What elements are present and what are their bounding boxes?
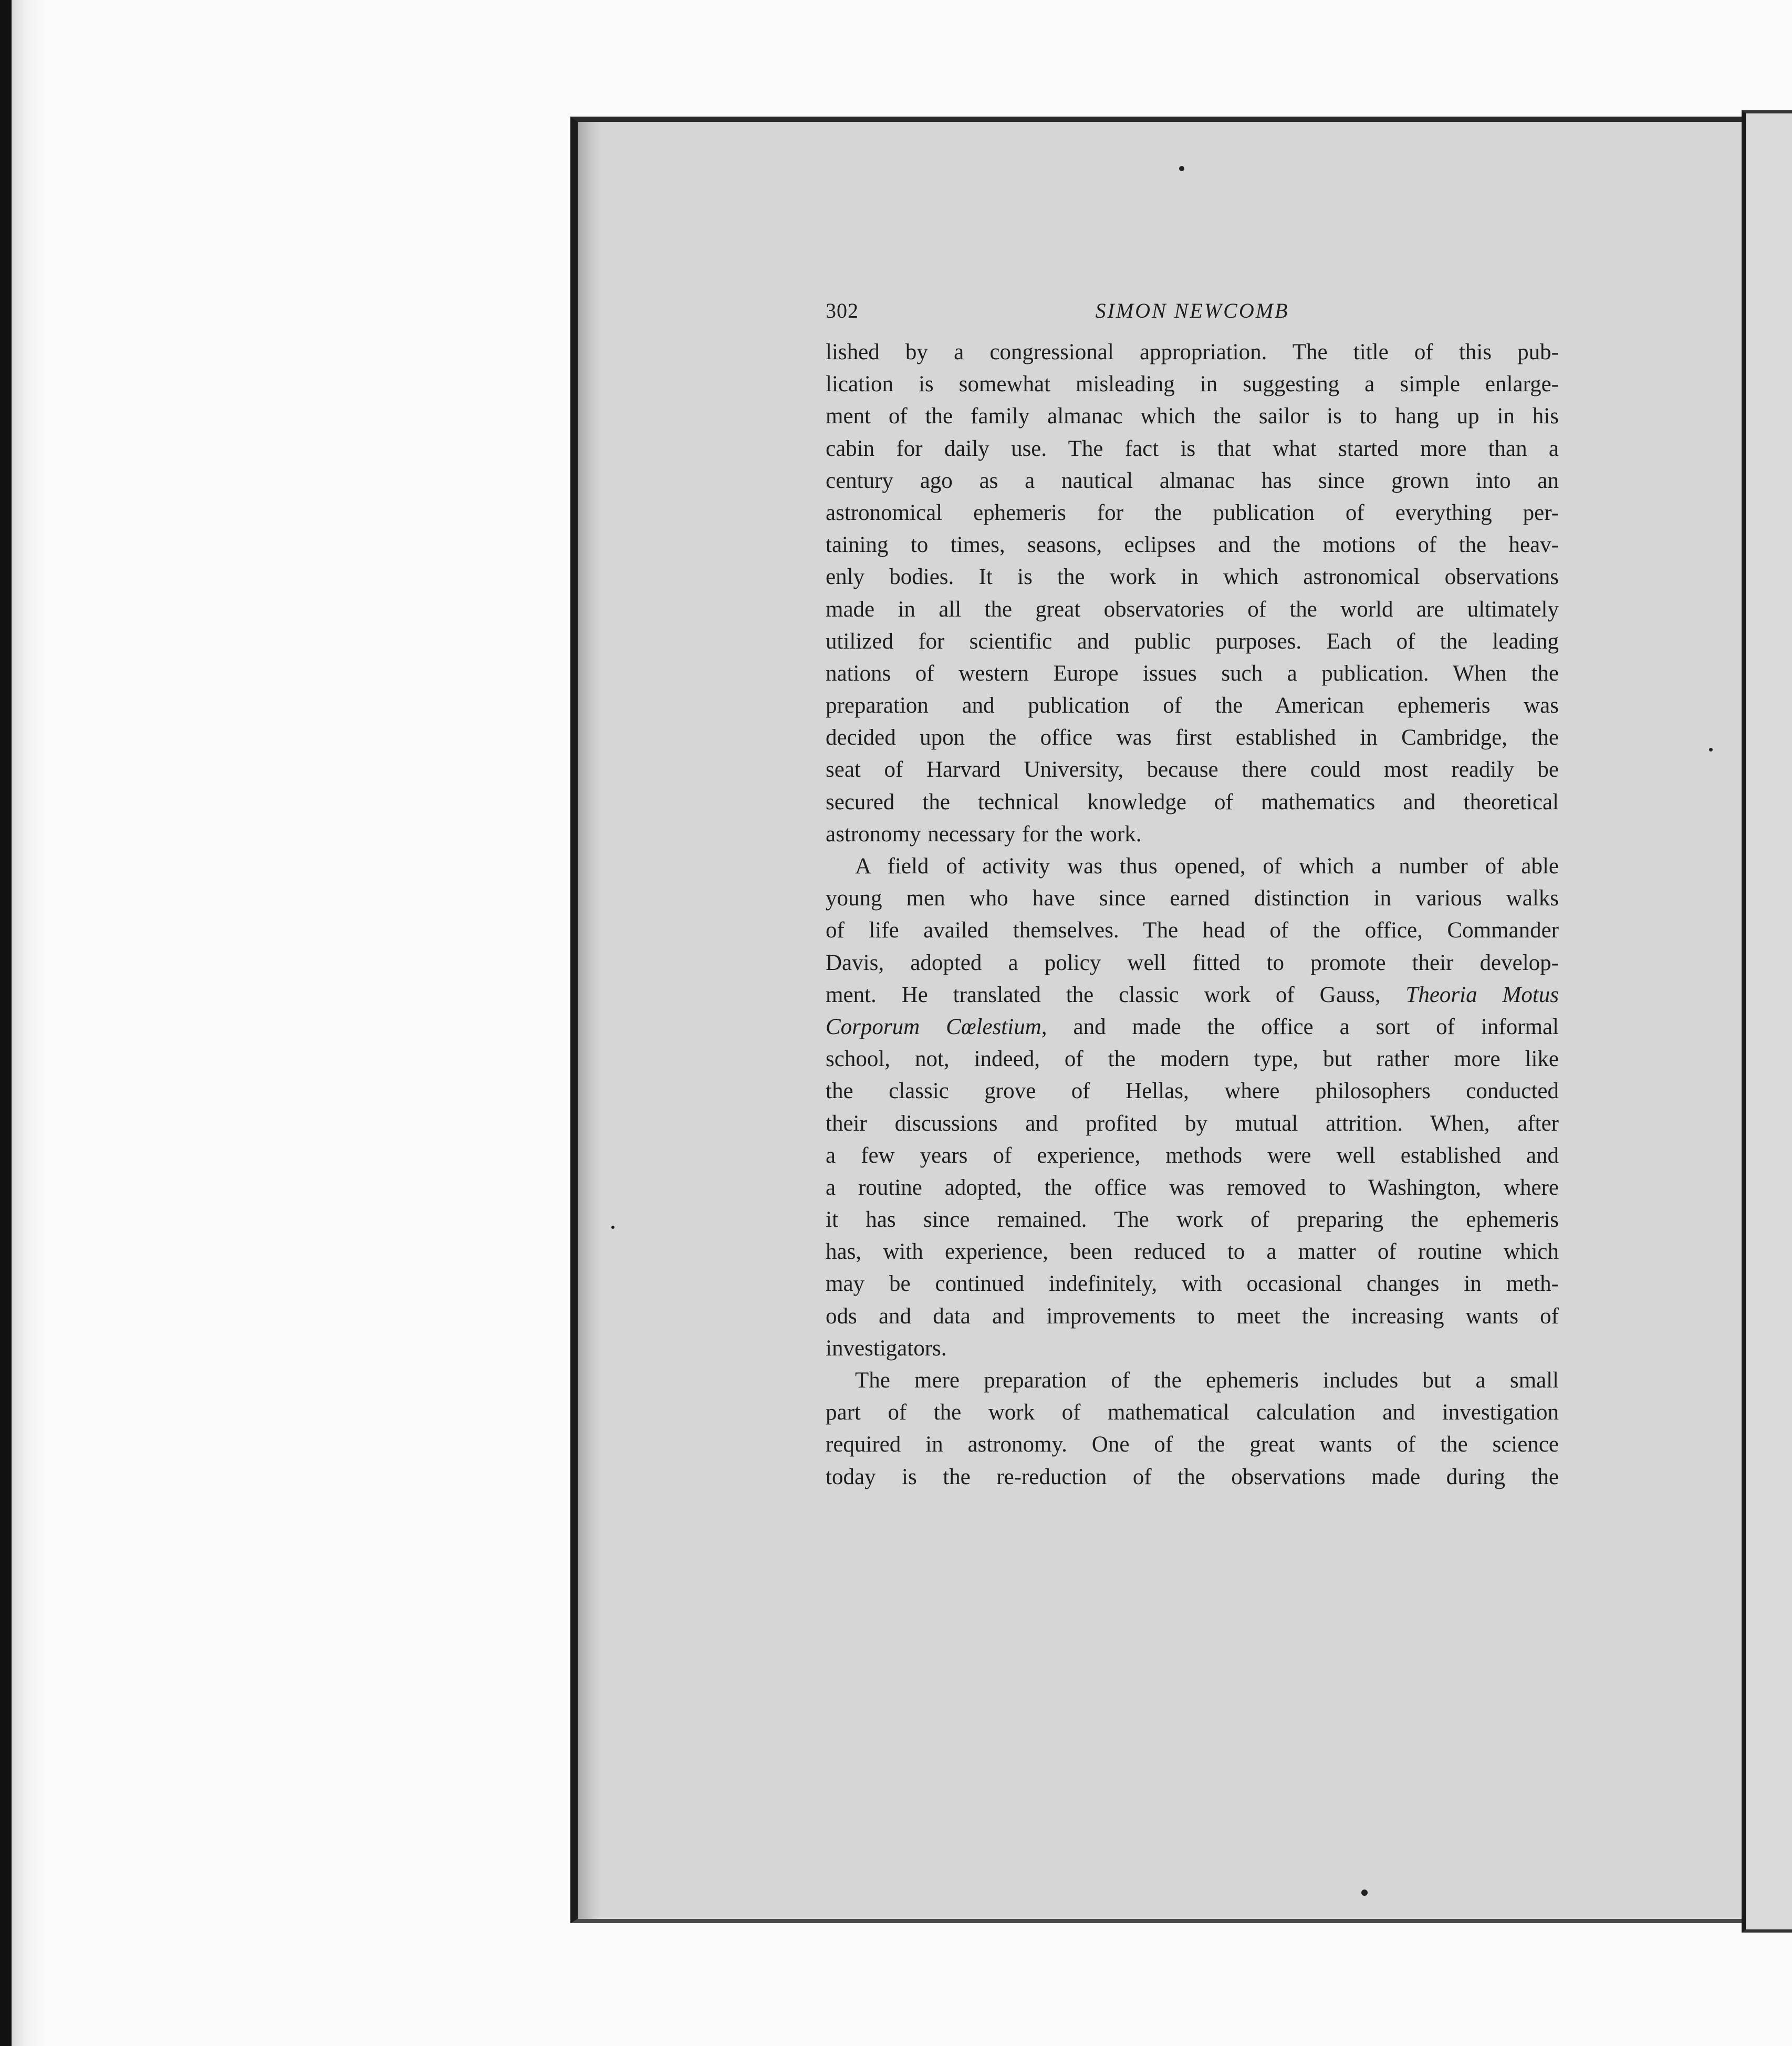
text-line: a few years of experience, methods were well established and xyxy=(826,1143,1559,1168)
text-line: investigators. xyxy=(826,1335,947,1361)
text-line: nations of western Europe issues such a publication. When the xyxy=(826,661,1559,686)
paragraph-1 xyxy=(826,336,1559,850)
text-line: astronomy necessary for the work. xyxy=(826,821,1142,847)
text-line: preparation and publication of the American ephemeris was xyxy=(826,693,1559,718)
page-number: 302 xyxy=(826,299,859,322)
next-page-edge xyxy=(1742,110,1792,1933)
text-line: it has since remained. The work of preparing the ephemeris xyxy=(826,1207,1559,1233)
text-line: ods and data and improvements to meet the increasing wants of xyxy=(826,1303,1559,1329)
running-head xyxy=(826,298,1559,336)
text-line: A field of activity was thus opened, of which a number of able xyxy=(855,854,1559,879)
text-line: ment of the family almanac which the sailor is to hang up in his xyxy=(826,404,1559,429)
text-line: school, not, indeed, of the modern type, but rather more like xyxy=(826,1047,1559,1072)
text-line: part of the work of mathematical calculation and investigation xyxy=(826,1400,1559,1425)
text-line xyxy=(826,979,1559,1011)
text-line: cabin for daily use. The fact is that what started more than a xyxy=(826,436,1559,461)
paragraph-3 xyxy=(826,1364,1559,1493)
text-line: decided upon the office was first established in Cambridge, the xyxy=(826,725,1559,750)
italic-title: Corporum Cœlestium, xyxy=(826,1014,1047,1039)
text-line: lication is somewhat misleading in suggesting a simple enlarge- xyxy=(826,372,1559,397)
page-body xyxy=(826,298,1559,1493)
paragraph-2 xyxy=(826,850,1559,1364)
text-line: has, with experience, been reduced to a matter of routine which xyxy=(826,1239,1559,1265)
text-run: ment. He translated the classic work of Gauss, xyxy=(826,982,1406,1007)
text-line: seat of Harvard University, because there could most readily be xyxy=(826,757,1559,782)
text-line: secured the technical knowledge of mathematics and theoretical xyxy=(826,789,1559,815)
text-run: and made the office a sort of informal xyxy=(1047,1014,1559,1039)
text-line xyxy=(826,1011,1559,1043)
text-line: The mere preparation of the ephemeris includes but a small xyxy=(855,1368,1559,1393)
text-line: of life availed themselves. The head of the office, Commander xyxy=(826,918,1559,943)
running-title: SIMON NEWCOMB xyxy=(1095,299,1289,322)
scan-edge xyxy=(0,0,12,2046)
ink-speck xyxy=(1709,748,1713,751)
text-line: Davis, adopted a policy well fitted to promote their develop- xyxy=(826,950,1559,975)
text-line: astronomical ephemeris for the publication of everything per- xyxy=(826,500,1559,525)
text-line: their discussions and profited by mutual attrition. When, after xyxy=(826,1111,1559,1136)
text-line: made in all the great observatories of the world are ultimately xyxy=(826,597,1559,622)
ink-speck xyxy=(611,1226,614,1229)
scan-margin xyxy=(12,0,48,2046)
text-line: young men who have since earned distinction in various walks xyxy=(826,886,1559,911)
text-line: a routine adopted, the office was removed to Washington, where xyxy=(826,1175,1559,1200)
page-gutter xyxy=(578,122,601,1919)
italic-title: Theoria Motus xyxy=(1405,982,1559,1007)
text-line: the classic grove of Hellas, where philosophers conducted xyxy=(826,1079,1559,1104)
text-line: utilized for scientific and public purposes. Each of the leading xyxy=(826,629,1559,654)
text-line: taining to times, seasons, eclipses and the motions of the heav- xyxy=(826,533,1559,558)
ink-speck xyxy=(1179,166,1184,171)
text-line: may be continued indefinitely, with occasional changes in meth- xyxy=(826,1271,1559,1297)
text-line: enly bodies. It is the work in which astronomical observations xyxy=(826,565,1559,590)
ink-speck xyxy=(1361,1890,1368,1896)
text-line: required in astronomy. One of the great wants of the science xyxy=(826,1432,1559,1457)
text-line: today is the re-reduction of the observations made during the xyxy=(826,1464,1559,1489)
text-line: century ago as a nautical almanac has since grown into an xyxy=(826,468,1559,493)
text-line: lished by a congressional appropriation. The title of this pub- xyxy=(826,340,1559,364)
